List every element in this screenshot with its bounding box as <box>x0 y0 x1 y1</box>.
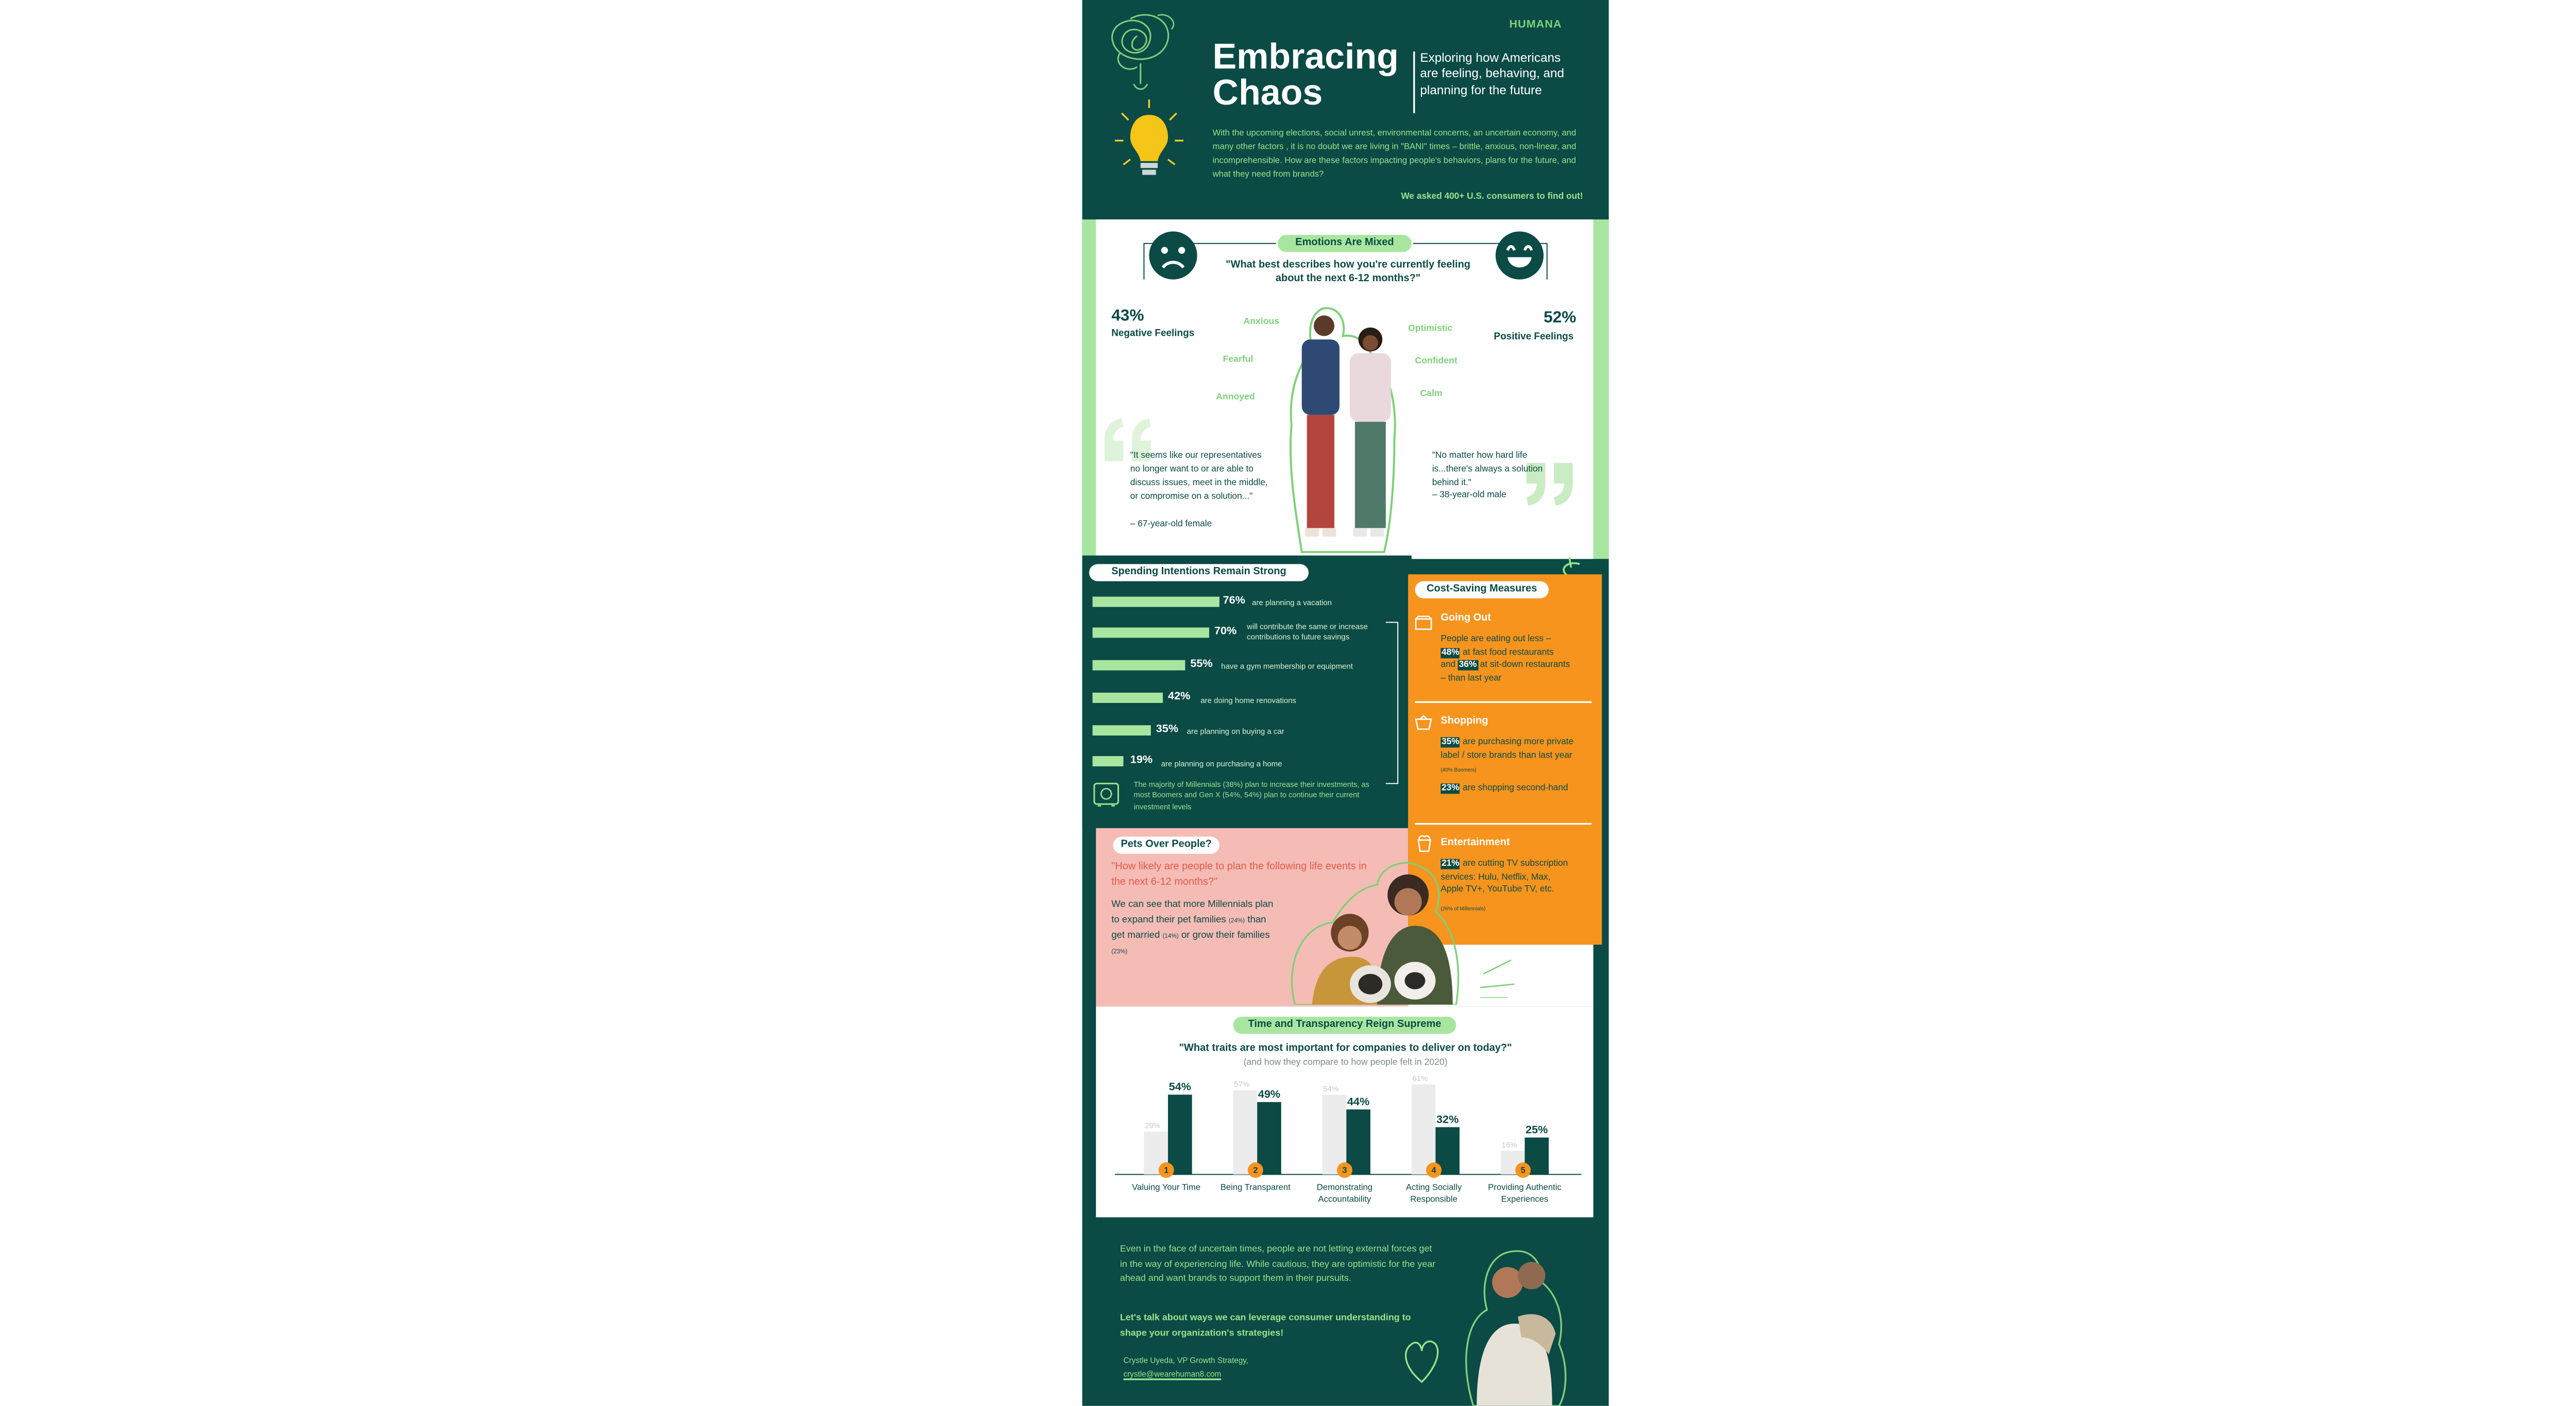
shopping-line3: are shopping second-hand <box>1463 783 1568 794</box>
intro-text: With the upcoming elections, social unrest, environmental concerns, an uncertain economy, and many other factors , it is no doubt we are living in "BANI" times – brittle, anxious, non-linear, and incomprehensible. How are these factors impacting people's behaviors, plans for the future, and what they need from brands? <box>1212 128 1577 180</box>
pets-body2c: than <box>1247 915 1266 926</box>
quote-right-author: – 38-year-old male <box>1432 490 1506 501</box>
emotion-word-anxious: Anxious <box>1243 317 1280 328</box>
shopping-text-2 <box>1440 783 1598 796</box>
going-out-line5: – than last year <box>1440 673 1502 683</box>
entertainment-line1: are cutting TV subscription <box>1463 859 1568 869</box>
bar-prior-1 <box>1233 1090 1258 1174</box>
traits-bar-chart <box>1111 1072 1585 1181</box>
entertainment-line2: services: Hulu, Netflix, Max, <box>1440 871 1551 882</box>
entertainment-line3: Apple TV+, YouTube TV, etc. <box>1440 884 1554 895</box>
going-out-text <box>1440 635 1598 686</box>
pets-body1: We can see that more Millennials plan <box>1111 900 1274 911</box>
couple-with-dogs-photo <box>1274 858 1480 1005</box>
spending-label-renovation: are doing home renovations <box>1200 696 1297 705</box>
spending-label-savings: will contribute the same or increase contributions to future savings <box>1247 622 1368 641</box>
bar-prior-3 <box>1412 1084 1436 1174</box>
going-out-pct1: 48% <box>1442 647 1460 658</box>
spending-bar-renovation <box>1093 693 1163 703</box>
value-label-current-2: 44% <box>1347 1094 1370 1108</box>
value-label-prior-4: 16% <box>1501 1140 1517 1150</box>
popcorn-icon <box>1417 835 1432 852</box>
value-label-current-3: 32% <box>1436 1112 1459 1126</box>
spending-label-vacation: are planning a vacation <box>1252 598 1332 607</box>
quote-left: "It seems like our representatives no longer want to or are able to discuss issues, meet in the middle, or compromise on a solution..." <box>1130 451 1268 503</box>
pets-body2a: to expand their pet families <box>1111 915 1226 926</box>
safe-icon <box>1093 782 1120 808</box>
shopping-pct1: 35% <box>1442 737 1460 748</box>
spending-pill: Spending Intentions Remain Strong <box>1089 564 1309 581</box>
footer-email[interactable]: crystle@wearehuman8.com <box>1123 1369 1222 1379</box>
negative-pct: 43% <box>1111 306 1144 326</box>
shopping-title: Shopping <box>1440 716 1488 727</box>
emotions-question: "What best describes how you're currently feeling about the next 6-12 months?" <box>1226 261 1470 285</box>
pets-question: "How likely are people to plan the following life events in the next 6-12 months?" <box>1111 862 1367 888</box>
pets-body3c: or grow their families <box>1181 931 1270 941</box>
shopping-line2: label / store brands than last year <box>1440 750 1572 761</box>
spending-pct-vacation: 76% <box>1223 595 1245 607</box>
category-label-4: Providing Authentic Experiences <box>1488 1183 1562 1205</box>
sparkle-lines-icon <box>1473 939 1518 998</box>
spending-pct-gym: 55% <box>1190 658 1213 671</box>
traits-question: "What traits are most important for companies to deliver on today?" <box>1179 1044 1512 1055</box>
emotion-word-optimistic: Optimistic <box>1408 324 1453 335</box>
rank-number-3: 4 <box>1431 1165 1436 1175</box>
scribble-cloud-icon <box>1096 5 1185 111</box>
emotion-word-fearful: Fearful <box>1223 355 1253 366</box>
negative-label: Negative Feelings <box>1111 329 1195 340</box>
people-illustration <box>1284 302 1408 556</box>
going-out-line4: at sit-down restaurants <box>1480 660 1570 671</box>
category-label-3: Acting Socially Responsible <box>1405 1183 1462 1205</box>
emotions-pill: Emotions Are Mixed <box>1278 235 1412 252</box>
emotion-word-calm: Calm <box>1420 389 1443 400</box>
category-label-1: Being Transparent <box>1220 1183 1291 1193</box>
category-label-2: Demonstrating Accountability <box>1316 1183 1373 1205</box>
going-out-line1: People are eating out less – <box>1440 634 1551 645</box>
spending-pct-renovation: 42% <box>1168 691 1191 703</box>
bar-current-1 <box>1257 1102 1281 1175</box>
pets-body2b: (24%) <box>1228 917 1245 924</box>
spending-label-car: are planning on buying a car <box>1187 727 1284 736</box>
bar-prior-2 <box>1323 1094 1347 1174</box>
traits-pill: Time and Transparency Reign Supreme <box>1233 1017 1456 1034</box>
traits-subtitle: (and how they compare to how people felt in 2020) <box>1243 1057 1448 1068</box>
emotion-word-annoyed: Annoyed <box>1216 392 1255 403</box>
entertainment-small1: (26% of Millennials) <box>1440 905 1486 913</box>
savings-bracket <box>1384 621 1401 785</box>
spending-bar-gym <box>1093 660 1185 671</box>
positive-pct: 52% <box>1544 308 1577 328</box>
entertainment-title: Entertainment <box>1440 838 1510 849</box>
pets-body4: (23%) <box>1111 948 1128 955</box>
cost-divider-2 <box>1415 823 1591 824</box>
shopping-small1: (40% Boomers) <box>1440 766 1477 774</box>
shopping-line1: are purchasing more private <box>1463 737 1574 748</box>
going-out-line2: at fast food restaurants <box>1463 647 1554 658</box>
rank-number-0: 1 <box>1164 1165 1169 1175</box>
intro-cta: We asked 400+ U.S. consumers to find out! <box>1401 192 1583 202</box>
heart-doodle-icon <box>1401 1334 1443 1385</box>
shopping-text <box>1440 737 1598 763</box>
value-label-current-4: 25% <box>1526 1123 1548 1136</box>
spending-pct-car: 35% <box>1156 723 1179 736</box>
cost-divider-1 <box>1415 701 1591 702</box>
restaurant-icon <box>1415 615 1432 631</box>
going-out-title: Going Out <box>1440 613 1491 624</box>
spending-bar-car <box>1093 725 1151 735</box>
couple-hug-photo <box>1453 1241 1577 1406</box>
value-label-prior-3: 61% <box>1412 1074 1428 1083</box>
footer-body: Even in the face of uncertain times, people are not letting external forces get in the way of experiencing life. While cautious, they are optimistic for the year ahead and want brands to support them in their pursuits. <box>1120 1244 1436 1285</box>
pets-body3b: (14%) <box>1162 932 1179 939</box>
shopping-pct2: 23% <box>1442 783 1460 794</box>
infographic <box>1082 0 1609 1406</box>
spending-label-gym: have a gym membership or equipment <box>1221 661 1353 671</box>
spending-bar-savings <box>1093 627 1209 638</box>
page-title: Embracing Chaos <box>1212 38 1399 113</box>
quote-left-author: – 67-year-old female <box>1130 519 1212 530</box>
spending-bar-home <box>1093 756 1124 766</box>
rank-number-1: 2 <box>1253 1165 1258 1175</box>
pets-body3a: get married <box>1111 931 1160 941</box>
light-bulb-icon <box>1113 96 1185 185</box>
bar-current-0 <box>1168 1094 1192 1174</box>
value-label-prior-0: 29% <box>1145 1121 1161 1130</box>
emotion-word-confident: Confident <box>1415 356 1458 367</box>
value-label-prior-2: 54% <box>1323 1084 1339 1093</box>
going-out-pct2: 36% <box>1459 660 1477 671</box>
title-divider <box>1413 52 1415 113</box>
category-label-0: Valuing Your Time <box>1132 1183 1201 1193</box>
pets-pill: Pets Over People? <box>1113 837 1219 854</box>
spending-pct-savings: 70% <box>1214 626 1237 638</box>
positive-label: Positive Feelings <box>1494 332 1574 343</box>
shopping-basket-icon <box>1415 715 1432 730</box>
entertainment-pct1: 21% <box>1442 859 1460 869</box>
cost-saving-pill: Cost-Saving Measures <box>1415 581 1549 598</box>
footer-cta: Let's talk about ways we can leverage consumer understanding to shape your organization's strategies! <box>1120 1313 1411 1339</box>
spending-pct-home: 19% <box>1130 754 1153 767</box>
rank-number-2: 3 <box>1342 1165 1347 1175</box>
value-label-current-1: 49% <box>1258 1087 1281 1101</box>
page-subtitle: Exploring how Americans are feeling, behaving, and planning for the future <box>1420 49 1564 97</box>
brand-logo: HUMANA <box>1509 19 1562 31</box>
rank-number-4: 5 <box>1520 1165 1526 1175</box>
investment-note: The majority of Millennials (38%) plan to increase their investments, as most Boomers and Gen X (54%, 54%) plan to continue their current investment levels <box>1133 780 1369 811</box>
spending-label-home: are planning on purchasing a home <box>1161 759 1282 768</box>
spending-bar-vacation <box>1093 596 1219 607</box>
going-out-line3: and <box>1440 660 1456 671</box>
value-label-prior-1: 57% <box>1234 1080 1250 1089</box>
footer-name: Crystle Uyeda, VP Growth Strategy, <box>1123 1356 1249 1365</box>
quote-right: "No matter how hard life is...there's always a solution behind it." <box>1432 451 1543 489</box>
value-label-current-0: 54% <box>1168 1080 1192 1093</box>
